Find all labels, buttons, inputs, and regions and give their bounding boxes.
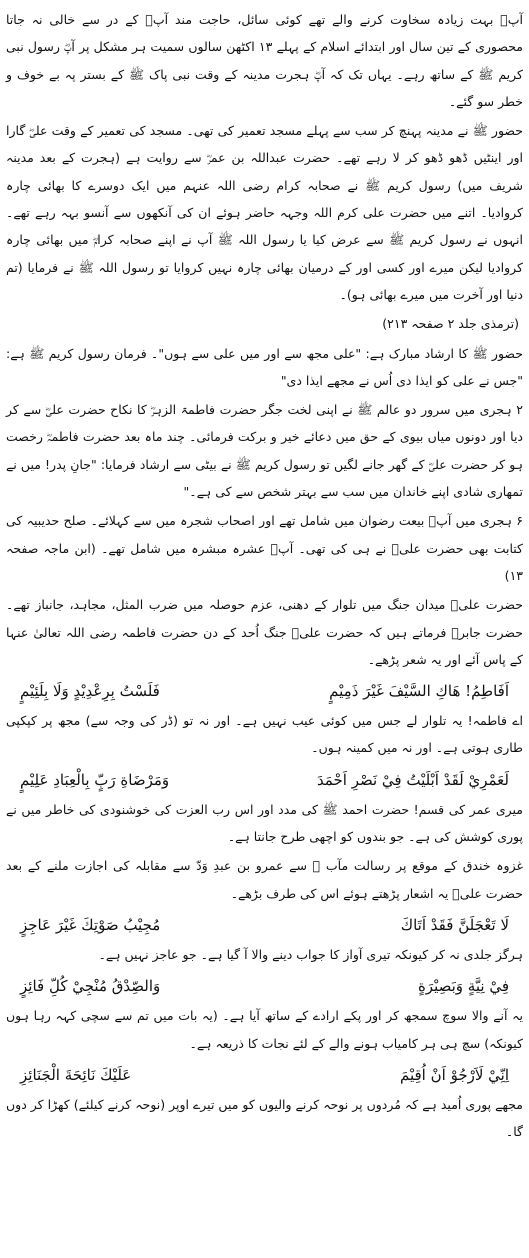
verse-1-second-hemistich: فَلَسْتُ بِرِعْدِيْدٍ وَلَا بِلَئِيْمٍ — [20, 682, 160, 701]
arabic-verse-2 — [6, 764, 523, 796]
reference-tirmidhi: (ترمذی جلد ۲ صفحہ ۲۱۳) — [382, 316, 519, 332]
paragraph-battle-uhud: حضرت علیؓ میدان جنگ میں تلوار کے دھنی، عزم حوصلہ میں ضرب المثل، مجاہد، جانباز تھے۔ حضرت جابرؓ فرماتے ہیں کہ حضرت علیؓ جنگ اُحد کے دن حضرت فاطمہ رضی اللہ تعالیٰ عنہا کے پاس آئے اور یہ شعر پڑھے۔ — [6, 597, 523, 667]
verse-5-first-hemistich: اِنِّيْ لَاَرْجُوْ اَنْ اُقِيْمَ — [400, 1065, 509, 1084]
document-page — [6, 0, 523, 1145]
paragraph-generosity: آپؓ بہت زیادہ سخاوت کرنے والے تھے کوئی سائل، حاجت مند آپؓ کے در سے خالی نہ جاتا محصوری کے تین سال اور ابتدائے اسلام کے پہلے ۱۳ اکٹھن سالوں سمیت ہر مشکل پر آپؓ رسول نبی کریم ﷺ کے ساتھ رہے۔ یہاں تک کہ آپؓ ہجرت مدینہ کے وقت نبی پاک ﷺ کے بستر پہ بے خوف و خطر سو گئے۔ — [6, 12, 523, 109]
arabic-verse-5 — [6, 1059, 523, 1091]
verse-5-second-hemistich: عَلَيْكَ نَائِحَةَ الْجَنَائِزِ — [20, 1065, 132, 1084]
verse-4-first-hemistich: فِيْ نِيَّةٍ وَبَصِيْرَةٍ — [417, 977, 509, 996]
verse-3-first-hemistich: لَا تَعْجَلَنَّ فَقَدْ اَتَاكَ — [400, 915, 509, 934]
verse-1-first-hemistich: اَفَاطِمُ! هَاكِ السَّيْفَ غَيْرَ ذَمِيْمٍ — [329, 682, 509, 701]
arabic-verse-3 — [6, 909, 523, 941]
paragraph-hadith-ali: حضور ﷺ کا ارشاد مبارک ہے: "علی مجھ سے اور میں علی سے ہوں"۔ فرمان رسول کریم ﷺ ہے: "جس نے علی کو ایذا دی اُس نے مجھے ایذا دی" — [6, 345, 523, 388]
paragraph-brotherhood: حضور ﷺ نے مدینہ پہنچ کر سب سے پہلے مسجد تعمیر کی تھی۔ مسجد کی تعمیر کے وقت علیؓ گارا اور اینٹیں ڈھو ڈھو کر لا رہے تھے۔ حضرت عبداللہ بن عمرؓ سے روایت ہے (ہجرت کے بعد مدینہ شریف میں) رسول کریم ﷺ نے صحابہ کرام رضی اللہ عنہم میں ایک دوسرے کا بھائی چارہ کروادیا۔ اتنے میں حضرت علی کرم اللہ وجہہ حاضر ہوئے ان کی آنکھوں سے آنسو بہہ رہے تھے۔ انہوں نے رسول کریم ﷺ سے عرض کیا یا رسول اللہ ﷺ آپ نے اپنے صحابہ کرامؓ میں بھائی چارہ کروادیا لیکن میرے اور کسی اور کے درمیان بھائی چارہ نہیں کروایا تو رسول اللہ ﷺ نے فرمایا (تم دنیا اور آخرت میں میرے بھائی ہو)۔ — [6, 123, 523, 302]
translation-5: مجھے پوری اُمید ہے کہ مُردوں پر نوحہ کرنے والیوں کو میں تیرے اوپر (نوحہ کرنے کیلئے) کھڑا کر دوں گا۔ — [6, 1096, 523, 1140]
translation-2: میری عمر کی قسم! حضرت احمد ﷺ کی مدد اور اس رب العزت کی خوشنودی کی خاطر میں نے پوری کوشش کی ہے۔ جو بندوں کو اچھی طرح جانتا ہے۔ — [6, 801, 523, 845]
translation-1: اے فاطمہ! یہ تلوار لے جس میں کوئی عیب نہیں ہے۔ اور نہ تو (ڈر کی وجہ سے) مجھ پر کپکپی طاری ہوتی ہے۔ اور نہ میں کمینہ ہوں۔ — [6, 713, 523, 756]
verse-2-second-hemistich: وَمَرْضَاةِ رَبٍّ بِالْعِبَادِ عَلِيْمٍ — [20, 770, 170, 789]
translation-4: یہ آنے والا سوچ سمجھ کر اور پکے ارادے کے ساتھ آیا ہے۔ (یہ بات میں تم سے سچی کہہ رہا ہوں کیونکہ) سچ ہی ہر کامیاب ہونے والے کے لئے نجات کا ذریعہ ہے۔ — [6, 1008, 523, 1051]
paragraph-bayat-ridwan: ۶ ہجری میں آپؓ بیعت رضوان میں شامل تھے اور اصحاب شجرہ میں سے کہلائے۔ صلح حدیبیہ کی کتابت بھی حضرت علیؓ نے ہی کی تھی۔ آپؓ عشرہ مبشرہ میں شامل تھے۔ (ابن ماجہ صفحہ ۱۳) — [6, 513, 523, 583]
paragraph-khandaq: غزوہ خندق کے موقع پر رسالت مآب ﷺ سے عمرو بن عبدِ وَدّ سے مقابلہ کی اجازت ملنے کے بعد حضرت علیؓ یہ اشعار پڑھتے ہوئے اس کی طرف بڑھے۔ — [6, 858, 523, 901]
arabic-verse-4 — [6, 970, 523, 1002]
verse-2-first-hemistich: لَعَمْرِيْ لَقَدْ اَبْلَيْتُ فِيْ نَصْرِ اَحْمَدَ — [316, 770, 509, 789]
verse-4-second-hemistich: وَالصِّدْقُ مُنْجِيْ كُلِّ فَائِزٍ — [20, 977, 161, 996]
verse-3-second-hemistich: مُجِيْبُ صَوْتِكَ غَيْرَ عَاجِزٍ — [20, 915, 161, 934]
translation-3: ہرگز جلدی نہ کر کیونکہ تیری آواز کا جواب دینے والا آ گیا ہے۔ جو عاجز نہیں ہے۔ — [98, 946, 523, 962]
paragraph-marriage: ۲ ہجری میں سرور دو عالم ﷺ نے اپنی لخت جگر حضرت فاطمۃ الزہرؓ کا نکاح حضرت علیؓ سے کر دیا اور دونوں میاں بیوی کے حق میں دعائے خیر و برکت فرمائی۔ چند ماہ بعد حضرت فاطمہؓ رخصت ہو کر حضرت علیؓ کے گھر جانے لگیں تو رسول کریم ﷺ نے بیٹی سے ارشاد فرمایا: "جانِ پدر! میں نے تمھاری شادی اپنے خاندان میں سب سے بہتر شخص سے کی ہے۔" — [6, 402, 523, 500]
arabic-verse-1 — [6, 675, 523, 707]
